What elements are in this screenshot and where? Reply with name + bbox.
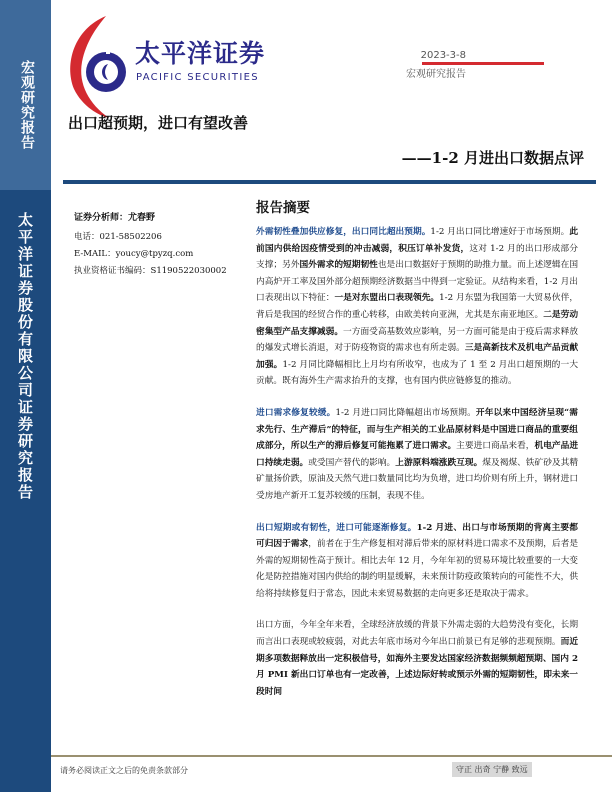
paragraph-text: ，前者在于生产修复相对滞后带来的原材料进口需求不及预期，后者是外需的短期韧性高于预计。相比去年 12 月，今年年初的贸易环境比较重要的一大变化是防控措施对国内供给的制约明显缓解，未来预计防疫政策转向的可能性不大，供给将持续修复归于常态，因此未来贸易数据的走向更多还是取决于需求。 (256, 539, 578, 599)
paragraph-text: 此前国内供给因疫情受到的冲击减弱，积压订单补发货， (256, 227, 578, 254)
paragraph-text: 而近期多项数据释放出一定积极信号，如海外主要发达国家经济数据频频超预期、国内 2 月 PMI 新出口订单也有一定改善，上述边际好转或预示外需的短期韧性，即未来一段时间 (256, 637, 578, 697)
analyst-license: 执业资格证书编码：S1190522030002 (74, 266, 227, 276)
sidebar-company-report: 太平洋证券股份有限公司证券研究报告 (16, 212, 34, 501)
paragraph-text: 这对 1-2 月的出口形成部分支撑；另外 (256, 243, 578, 271)
paragraph-text: 1-2 月同比降幅相比上月均有所收窄，也成为了 1 至 2 月出口超预期的一大贡献。既有海外生产需求抬升的支撑，也有国内供应链修复的推动。 (256, 359, 579, 387)
brand-name-en: PACIFIC SECURITIES (136, 72, 259, 83)
summary-paragraph (256, 405, 578, 505)
paragraph-lead: 出口短期或有韧性，进口可能逐渐修复。 (256, 522, 417, 533)
footer-motto: 守正 出奇 宁静 致远 (452, 762, 532, 777)
paragraph-text: 也是出口数据好于预期的助推力量。而上述逻辑在国内高炉开工率及国外部分超预期经济数据当中得到一定验证。从结构来看，1-2 月出口表现出以下特征： (256, 260, 578, 304)
pacific-securities-logo-icon (64, 14, 134, 119)
paragraph-text: 主要进口商品来看， (456, 441, 535, 452)
paragraph-text: 三是高新技术及机电产品贡献加强。 (256, 343, 578, 370)
analyst-info (74, 210, 227, 280)
page-subtitle: ——1-2 月进出口数据点评 (401, 149, 584, 167)
paragraph-text: 煤及褐煤、铁矿砂及其精矿量扬价跌，原油及天然气进口数量同比均为负增，进口均价则有所上升，钢材进口受房地产新开工复苏较缓的压制，表现不佳。 (256, 457, 578, 501)
analyst-name: 证券分析师：尤春野 (74, 213, 156, 223)
report-type: 宏观研究报告 (406, 69, 466, 80)
title-divider (63, 180, 596, 184)
paragraph-text: 机电产品进口持续走弱。 (256, 441, 578, 468)
footer-disclaimer: 请务必阅读正文之后的免责条款部分 (60, 766, 188, 775)
paragraph-text: 二是劳动密集型产品支撑减弱。 (256, 309, 578, 337)
analyst-phone: 电话：021-58502206 (74, 232, 162, 242)
summary-paragraph (256, 520, 578, 603)
paragraph-text: 1-2 月进、出口与市场预期的背离主要都可归因于需求 (256, 522, 578, 550)
paragraph-text: 出口方面，今年全年来看，全球经济放缓的背景下外需走弱的大趋势没有变化，长期而言出口表现或较疲弱，对此去年底市场对今年出口前景已有足够的悲观预期。 (256, 620, 578, 648)
footer-divider (51, 755, 612, 757)
summary-paragraph (256, 224, 578, 390)
brand-name-cn: 太平洋证券 (135, 39, 266, 68)
paragraph-text: 1-2 月东盟为我国第一大贸易伙伴，背后是我国的经贸合作的重心转移，由欧美转向亚洲，尤其是东南亚地区。 (256, 293, 579, 320)
sidebar-category: 宏观研究报告 (19, 60, 35, 150)
paragraph-lead: 进口需求修复较缓。 (256, 407, 336, 418)
paragraph-text: 一方面受高基数效应影响，另一方面可能是由于疫后需求释放的爆发式增长消退，对于防疫物资的需求也有所走弱。 (256, 326, 578, 354)
report-summary (256, 190, 578, 715)
report-date: 2023-3-8 (420, 50, 466, 61)
paragraph-text: 一是对东盟出口表现领先。 (334, 293, 440, 304)
paragraph-lead: 外需韧性叠加供应修复，出口同比超出预期。 (256, 227, 431, 237)
paragraph-text: 1-2 月进口同比降幅超出市场预期。 (335, 407, 476, 418)
paragraph-text: 1-2 月出口同比增速好于市场预期。 (430, 227, 570, 237)
paragraph-text: 上游原料端涨跌互现。 (395, 457, 483, 468)
analyst-email[interactable]: E-MAIL：youcy@tpyzq.com (74, 249, 194, 259)
summary-paragraph (256, 617, 578, 700)
paragraph-text: 或受国产替代的影响。 (308, 457, 396, 468)
header-divider (422, 62, 544, 65)
paragraph-text: 开年以来中国经济呈现“需求先行、生产滞后”的特征，而与生产相关的工业品原材料是中国进口商品的重要组成部分，所以生产的滞后修复可能拖累了进口需求。 (256, 407, 578, 452)
paragraph-text: 国外需求的短期韧性 (299, 260, 378, 271)
summary-heading: 报告摘要 (256, 200, 310, 216)
page-title: 出口超预期，进口有望改善 (68, 114, 249, 132)
